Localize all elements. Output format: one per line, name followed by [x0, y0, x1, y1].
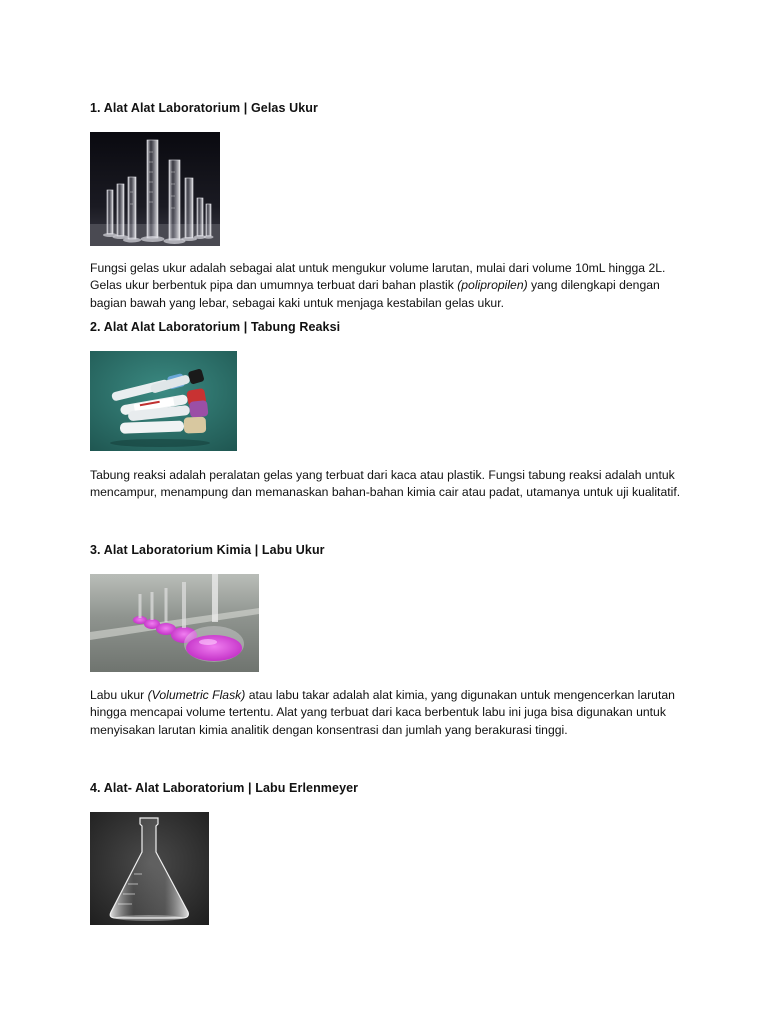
section-4-heading: 4. Alat- Alat Laboratorium | Labu Erlenmeyer: [90, 781, 359, 795]
volumetric-flask-image: [90, 574, 259, 672]
section-1-paragraph: Fungsi gelas ukur adalah sebagai alat untuk mengukur volume larutan, mulai dari volume 10mL hingga 2L. Gelas ukur berbentuk pipa dan umumnya terbuat dari bahan plastik (polipropilen) yang dilengkapi dengan bagian bawah yang lebar, sebagai kaki untuk menjaga kestabilan gelas ukur.: [90, 261, 666, 310]
section-1-heading: 1. Alat Alat Laboratorium | Gelas Ukur: [90, 101, 318, 115]
graduated-cylinder-image: [90, 132, 220, 246]
section-2-paragraph: Tabung reaksi adalah peralatan gelas yang terbuat dari kaca atau plastik. Fungsi tabung reaksi adalah untuk mencampur, menampung dan memanaskan bahan-bahan kimia cair atau padat, utamanya untuk uji kualitatif.: [90, 468, 681, 500]
section-2-heading: 2. Alat Alat Laboratorium | Tabung Reaksi: [90, 320, 341, 334]
erlenmeyer-flask-image: [90, 812, 209, 925]
section-3-heading: 3. Alat Laboratorium Kimia | Labu Ukur: [90, 543, 325, 557]
test-tube-image: [90, 351, 237, 451]
section-3-paragraph: Labu ukur (Volumetric Flask) atau labu takar adalah alat kimia, yang digunakan untuk mengencerkan larutan hingga mencapai volume tertentu. Alat yang terbuat dari kaca berbentuk labu ini juga bisa digunakan untuk menyisakan larutan kimia analitik dengan konsentrasi dan jumlah yang berakurasi tinggi.: [90, 688, 675, 737]
